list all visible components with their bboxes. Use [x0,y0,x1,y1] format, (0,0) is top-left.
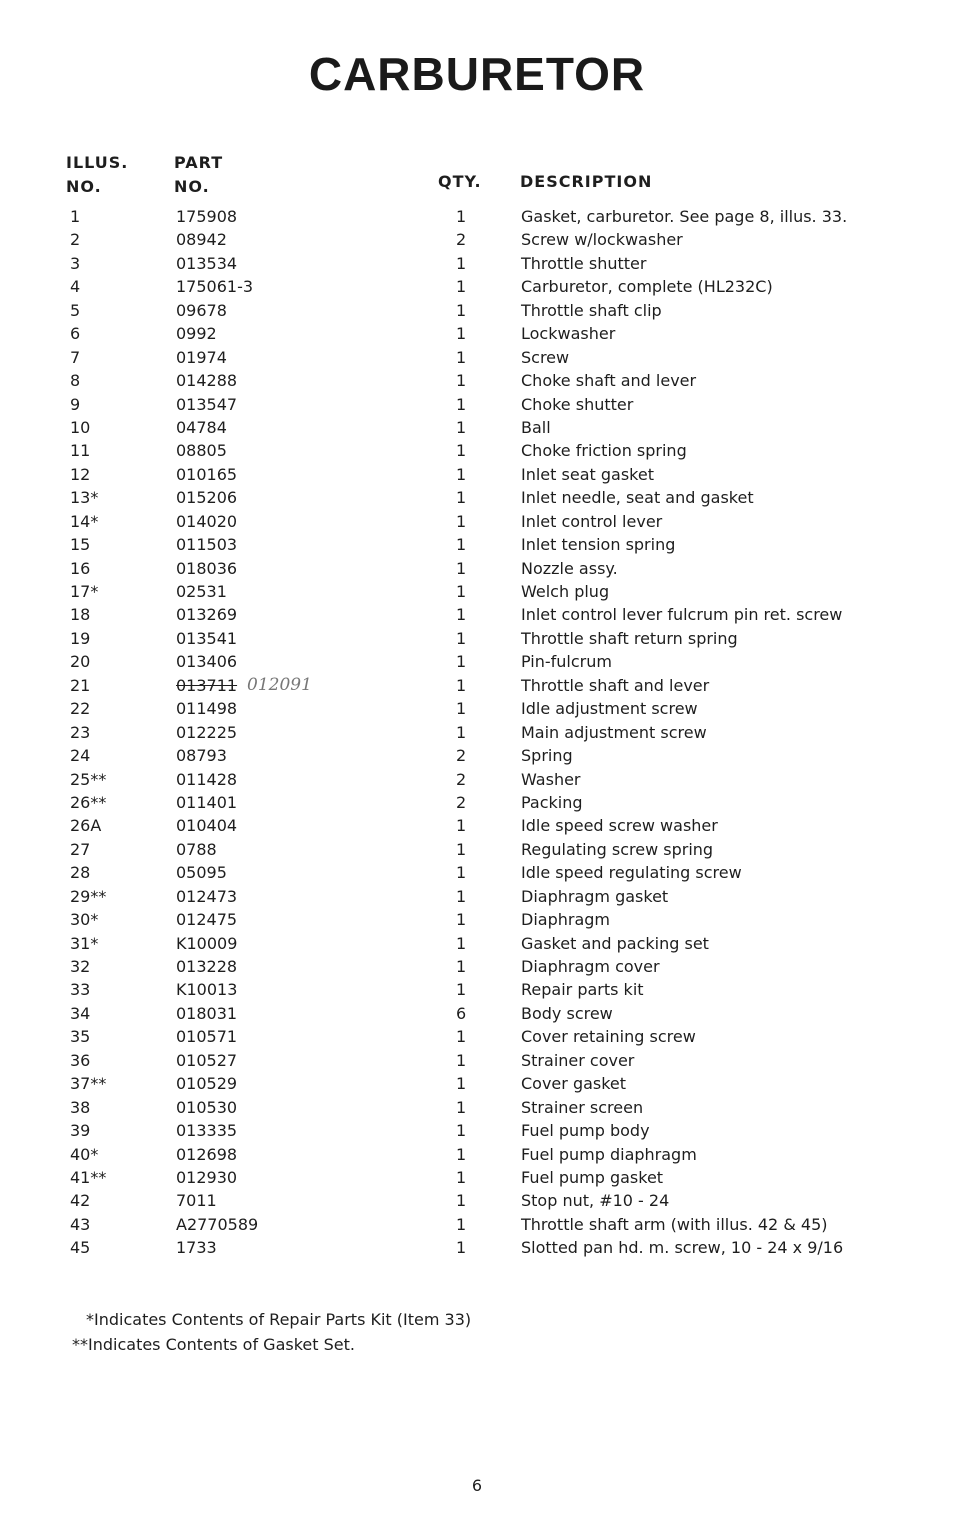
description-cell: Throttle shaft and lever [521,675,710,695]
illus-no-cell: 33 [70,980,91,1000]
illus-no-cell: 23 [70,722,91,742]
qty-cell: 1 [456,1074,467,1094]
qty-cell: 1 [456,628,467,648]
description-cell: Spring [521,746,573,766]
illus-no-cell: 6 [70,324,81,344]
part-no-cell: 013711 [176,675,238,695]
part-no-cell: 011498 [176,699,238,719]
part-no-cell: 7011 [176,1191,217,1211]
parts-row [0,393,954,416]
part-no-cell: 013406 [176,652,238,672]
part-no-cell: 010571 [176,1027,238,1047]
description-cell: Idle adjustment screw [521,699,698,719]
header-part-line1: PART [174,153,224,172]
header-description: DESCRIPTION [520,172,653,191]
parts-row [0,416,954,439]
part-no-cell: 014020 [176,511,238,531]
part-no-cell: 175908 [176,207,238,226]
parts-row [0,721,954,744]
parts-row [0,580,954,603]
qty-cell: 1 [456,1144,467,1164]
description-cell: Slotted pan hd. m. screw, 10 - 24 x 9/16 [521,1238,844,1258]
qty-cell: 1 [456,371,467,391]
illus-no-cell: 43 [70,1214,91,1234]
parts-row [0,1119,954,1142]
description-cell: Gasket and packing set [521,933,709,953]
header-part-line2: NO. [174,177,210,196]
illus-no-cell: 16 [70,558,91,578]
description-cell: Gasket, carburetor. See page 8, illus. 33. [521,207,848,226]
parts-row [0,697,954,720]
part-no-cell: 010529 [176,1074,238,1094]
qty-cell: 1 [456,464,467,484]
description-cell: Throttle shaft clip [521,300,662,320]
parts-row [0,791,954,814]
part-no-cell: 012698 [176,1144,238,1164]
parts-row [0,510,954,533]
part-no-cell: 013541 [176,628,238,648]
part-no-cell: 01974 [176,347,227,367]
header-illus-line1: ILLUS. [66,153,129,172]
qty-cell: 1 [456,488,467,508]
part-no-cell: 011428 [176,769,238,789]
parts-row [0,1002,954,1025]
parts-row [0,885,954,908]
description-cell: Strainer screen [521,1097,644,1117]
qty-cell: 1 [456,535,467,555]
illus-no-cell: 18 [70,605,91,625]
parts-row [0,1213,954,1236]
description-cell: Body screw [521,1003,613,1023]
part-no-cell: 018036 [176,558,238,578]
qty-cell: 1 [456,839,467,859]
qty-cell: 1 [456,722,467,742]
description-cell: Inlet seat gasket [521,464,654,484]
illus-no-cell: 26A [70,816,102,836]
illus-no-cell: 38 [70,1097,91,1117]
description-cell: Inlet control lever fulcrum pin ret. screw [521,605,843,625]
illus-no-cell: 9 [70,394,81,414]
illus-no-cell: 11 [70,441,91,461]
part-no-cell: 175061-3 [176,277,254,297]
illus-no-cell: 12 [70,464,91,484]
qty-cell: 1 [456,253,467,273]
description-cell: Regulating screw spring [521,839,714,859]
qty-cell: 1 [456,347,467,367]
illus-no-cell: 30* [70,910,99,930]
description-cell: Inlet control lever [521,511,663,531]
parts-row [0,768,954,791]
qty-cell: 1 [456,394,467,414]
parts-row [0,252,954,275]
description-cell: Main adjustment screw [521,722,707,742]
description-cell: Strainer cover [521,1050,635,1070]
qty-cell: 1 [456,1238,467,1258]
qty-cell: 1 [456,816,467,836]
part-no-cell: 1733 [176,1238,217,1258]
part-no-cell: 08793 [176,746,227,766]
description-cell: Screw w/lockwasher [521,230,683,250]
parts-row [0,439,954,462]
illus-no-cell: 3 [70,253,81,273]
parts-row [0,299,954,322]
parts-row [0,1096,954,1119]
parts-row [0,955,954,978]
qty-cell: 1 [456,1097,467,1117]
illus-no-cell: 27 [70,839,91,859]
description-cell: Cover retaining screw [521,1027,696,1047]
illus-no-cell: 13* [70,488,99,508]
illus-no-cell: 36 [70,1050,91,1070]
part-no-cell: A2770589 [176,1214,259,1234]
part-no-cell: 013269 [176,605,238,625]
description-cell: Repair parts kit [521,980,644,1000]
qty-cell: 1 [456,933,467,953]
illus-no-cell: 10 [70,417,91,437]
illus-no-cell: 5 [70,300,81,320]
part-no-cell: 018031 [176,1003,238,1023]
parts-row [0,1189,954,1212]
description-cell: Choke friction spring [521,441,687,461]
qty-cell: 1 [456,605,467,625]
handwritten-note: 012091 [247,674,312,695]
parts-row [0,1072,954,1095]
description-cell: Cover gasket [521,1074,627,1094]
illus-no-cell: 14* [70,511,99,531]
page-number: 6 [471,1476,483,1495]
part-no-cell: 012930 [176,1167,238,1187]
description-cell: Idle speed regulating screw [521,863,742,883]
illus-no-cell: 15 [70,535,91,555]
header-illus-line2: NO. [66,177,102,196]
qty-cell: 1 [456,675,467,695]
illus-no-cell: 32 [70,957,91,976]
parts-row [0,275,954,298]
illus-no-cell: 24 [70,746,91,766]
header-illus-no [66,151,128,199]
qty-cell: 1 [456,558,467,578]
description-cell: Diaphragm cover [521,957,660,976]
illus-no-cell: 37** [70,1074,107,1094]
description-cell: Pin-fulcrum [521,652,612,672]
footnote-repair-kit: *Indicates Contents of Repair Parts Kit (Item 33) [86,1310,472,1329]
parts-row [0,978,954,1001]
parts-row [0,814,954,837]
illus-no-cell: 7 [70,347,81,367]
part-no-cell: 04784 [176,417,227,437]
part-no-cell: 013228 [176,957,238,976]
part-no-cell: 010165 [176,464,238,484]
description-cell: Throttle shutter [521,253,647,273]
description-cell: Screw [521,347,570,367]
part-no-cell: 012475 [176,910,238,930]
part-no-cell: 015206 [176,488,238,508]
qty-cell: 1 [456,652,467,672]
parts-row [0,1166,954,1189]
description-cell: Carburetor, complete (HL232C) [521,277,773,297]
illus-no-cell: 26** [70,792,107,812]
qty-cell: 2 [456,746,467,766]
parts-row [0,533,954,556]
qty-cell: 1 [456,417,467,437]
illus-no-cell: 29** [70,886,107,906]
part-no-cell: 0992 [176,324,217,344]
qty-cell: 1 [456,1191,467,1211]
illus-no-cell: 19 [70,628,91,648]
description-cell: Packing [521,792,583,812]
part-no-cell: 0788 [176,839,217,859]
description-cell: Welch plug [521,582,610,601]
description-cell: Choke shutter [521,394,634,414]
parts-row [0,463,954,486]
parts-row [0,322,954,345]
illus-no-cell: 39 [70,1121,91,1141]
description-cell: Stop nut, #10 - 24 [521,1191,670,1211]
illus-no-cell: 8 [70,371,81,391]
footnote-gasket-set: **Indicates Contents of Gasket Set. [72,1335,355,1354]
illus-no-cell: 28 [70,863,91,883]
illus-no-cell: 31* [70,933,99,953]
illus-no-cell: 35 [70,1027,91,1047]
qty-cell: 1 [456,910,467,930]
qty-cell: 2 [456,230,467,250]
illus-no-cell: 42 [70,1191,91,1211]
description-cell: Idle speed screw washer [521,816,718,836]
description-cell: Washer [521,769,581,789]
qty-cell: 1 [456,1027,467,1047]
illus-no-cell: 45 [70,1238,91,1258]
part-no-cell: 09678 [176,300,227,320]
qty-cell: 1 [456,980,467,1000]
illus-no-cell: 40* [70,1144,99,1164]
parts-row [0,1143,954,1166]
qty-cell: 1 [456,582,467,601]
illus-no-cell: 20 [70,652,91,672]
qty-cell: 1 [456,863,467,883]
qty-cell: 1 [456,511,467,531]
part-no-cell: 013534 [176,253,238,273]
illus-no-cell: 25** [70,769,107,789]
description-cell: Inlet tension spring [521,535,676,555]
qty-cell: 1 [456,277,467,297]
qty-cell: 1 [456,300,467,320]
qty-cell: 1 [456,886,467,906]
illus-no-cell: 22 [70,699,91,719]
page-title: CARBURETOR [308,47,646,100]
description-cell: Fuel pump gasket [521,1167,664,1187]
part-no-cell: 014288 [176,371,238,391]
parts-list [0,205,954,1260]
part-no-cell: 08805 [176,441,227,461]
parts-row [0,744,954,767]
parts-row [0,603,954,626]
description-cell: Lockwasher [521,324,616,344]
illus-no-cell: 2 [70,230,81,250]
description-cell: Diaphragm [521,910,610,930]
description-cell: Nozzle assy. [521,558,618,578]
illus-no-cell: 1 [70,207,81,226]
parts-row [0,228,954,251]
parts-row [0,1049,954,1072]
qty-cell: 1 [456,324,467,344]
qty-cell: 1 [456,441,467,461]
qty-cell: 1 [456,207,467,226]
qty-cell: 1 [456,957,467,976]
part-no-cell: 011401 [176,792,238,812]
description-cell: Ball [521,417,551,437]
illus-no-cell: 17* [70,582,99,601]
illus-no-cell: 41** [70,1167,107,1187]
part-no-cell: 010527 [176,1050,238,1070]
part-no-cell: K10013 [176,980,238,1000]
qty-cell: 1 [456,1167,467,1187]
qty-cell: 1 [456,1214,467,1234]
parts-row [0,557,954,580]
parts-row [0,1025,954,1048]
qty-cell: 1 [456,699,467,719]
parts-row [0,838,954,861]
parts-row [0,908,954,931]
description-cell: Fuel pump body [521,1121,650,1141]
parts-row [0,861,954,884]
part-no-cell: 02531 [176,582,227,601]
qty-cell: 1 [456,1121,467,1141]
description-cell: Throttle shaft arm (with illus. 42 & 45) [521,1214,828,1234]
parts-row [0,205,954,228]
qty-cell: 2 [456,792,467,812]
qty-cell: 2 [456,769,467,789]
description-cell: Fuel pump diaphragm [521,1144,697,1164]
part-no-cell: 011503 [176,535,238,555]
header-qty: QTY. [438,172,482,191]
parts-row [0,627,954,650]
description-cell: Inlet needle, seat and gasket [521,488,754,508]
description-cell: Choke shaft and lever [521,371,697,391]
illus-no-cell: 21 [70,675,91,695]
part-no-cell: K10009 [176,933,238,953]
part-no-cell: 05095 [176,863,227,883]
parts-row [0,346,954,369]
parts-row [0,369,954,392]
qty-cell: 6 [456,1003,467,1023]
part-no-cell: 08942 [176,230,227,250]
header-part-no [174,151,223,199]
parts-row [0,674,954,697]
description-cell: Diaphragm gasket [521,886,669,906]
part-no-cell: 013335 [176,1121,238,1141]
part-no-cell: 012473 [176,886,238,906]
illus-no-cell: 4 [70,277,81,297]
parts-row [0,486,954,509]
qty-cell: 1 [456,1050,467,1070]
part-no-cell: 010404 [176,816,238,836]
part-no-cell: 010530 [176,1097,238,1117]
part-no-cell: 013547 [176,394,238,414]
parts-row [0,1236,954,1259]
description-cell: Throttle shaft return spring [521,628,738,648]
illus-no-cell: 34 [70,1003,91,1023]
parts-row [0,650,954,673]
parts-row [0,932,954,955]
part-no-cell: 012225 [176,722,238,742]
